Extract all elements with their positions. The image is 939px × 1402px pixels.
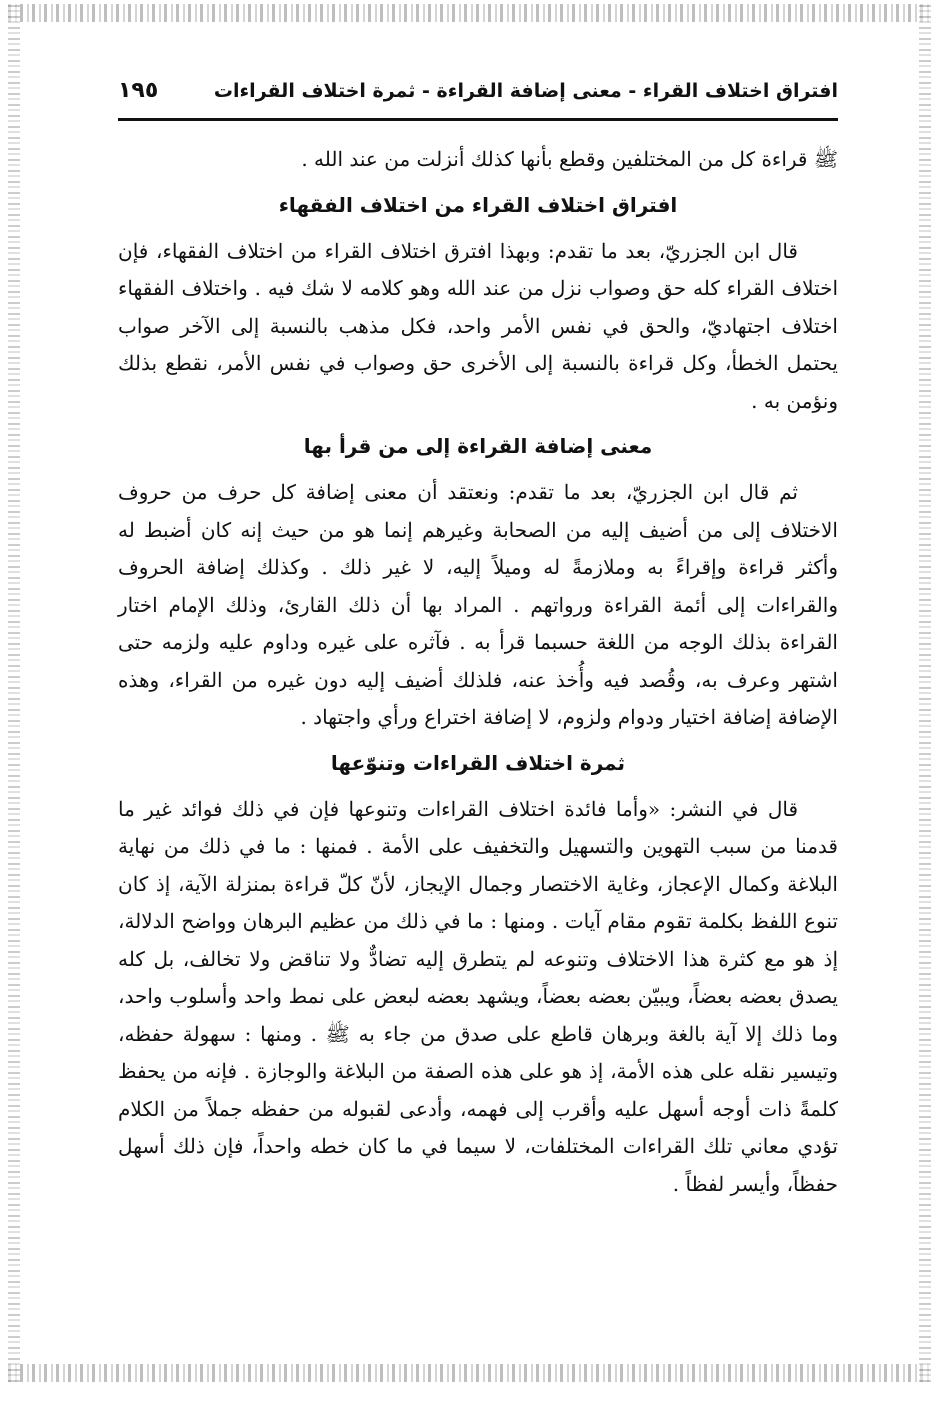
intro-line: ﷺ قراءة كل من المختلفين وقطع بأنها كذلك أنزلت من عند الله .	[301, 147, 838, 171]
header-rule	[118, 118, 838, 121]
section-paragraph-1: قال ابن الجزريّ، بعد ما تقدم: وبهذا افترق اختلاف القراء من اختلاف الفقهاء، فإن اختلاف القراء كله حق وصواب نزل من عند الله وهو كلامه لا شك فيه . واختلاف الفقهاء اختلاف اجتهاديّ، والحق في نفس الأمر واحد، فكل مذهب بالنسبة إلى الآخر صواب يحتمل الخطأ، وكل قراءة بالنسبة إلى الأخرى حق وصواب في نفس الأمر، نقطع بذلك ونؤمن به .	[118, 238, 838, 413]
decorative-border-top	[8, 4, 931, 22]
book-page	[118, 78, 838, 1203]
section-paragraph-3: قال في النشر: «وأما فائدة اختلاف القراءات وتنوعها فإن في ذلك فوائد غير ما قدمنا من سبب التهوين والتسهيل والتخفيف على الأمة . فمنها : ما في ذلك من نهاية البلاغة وكمال الإعجاز، وغاية الاختصار وجمال الإيجاز، لأنّ كلّ قراءة بمنزلة الآية، إذ كان تنوع اللفظ بكلمة تقوم مقام آيات . ومنها : ما في ذلك من عظيم البرهان وواضح الدلالة، إذ هو مع كثرة هذا الاختلاف وتنوعه لم يتطرق إليه تضادٌّ ولا تناقض ولا تخالف، بل كله يصدق بعضه بعضاً، ويبيّن بعضه بعضاً، ويشهد بعضه لبعض على نمط واحد وأسلوب واحد، وما ذلك إلا آية بالغة وبرهان قاطع على صدق من جاء به ﷺ . ومنها : سهولة حفظه، وتيسير نقله على هذه الأمة، إذ هو على هذه الصفة من البلاغة والوجازة . فإنه من يحفظ كلمةً ذات أوجه أسهل عليه وأقرب إلى فهمه، وأدعى لقبوله من حفظه جملاً من الكلام تؤدي معاني تلك القراءات المختلفات، لا سيما في ما كان خطه واحداً، فإن ذلك أسهل حفظاً، وأيسر لفظاً .	[118, 796, 839, 1196]
page-number: ١٩٥	[118, 78, 159, 103]
decorative-border-left	[8, 4, 20, 1382]
decorative-border-right	[919, 4, 931, 1382]
section-heading-2: معنى إضافة القراءة إلى من قرأ بها	[303, 434, 653, 458]
section-paragraph-2: ثم قال ابن الجزريّ، بعد ما تقدم: ونعتقد أن معنى إضافة كل حرف من حروف الاختلاف إلى من أضيف إليه من الصحابة وغيرهم إنما هو من حيث إنه كان أضبط له وأكثر قراءة وإقراءً به وملازمةً له وميلاً إليه، لا غير ذلك . وكذلك إضافة الحروف والقراءات إلى أئمة القراءة ورواتهم . المراد بها أن ذلك القارئ، وذلك الإمام اختار القراءة بذلك الوجه من اللغة حسبما قرأ به . فآثره على غيره وداوم عليه ولزمه حتى اشتهر وعرف به، وقُصد فيه وأُخذ عنه، فلذلك أضيف إليه دون غيره من القراء، وهذه الإضافة إضافة اختيار ودوام ولزوم، لا إضافة اختراع ورأي واجتهاد .	[118, 480, 838, 729]
running-header	[118, 78, 838, 116]
running-title: افتراق اختلاف القراء - معنى إضافة القراءة - ثمرة اختلاف القراءات	[213, 80, 838, 102]
decorative-border-bottom	[8, 1364, 931, 1382]
section-heading-1: افتراق اختلاف القراء من اختلاف الفقهاء	[278, 192, 678, 217]
section-heading-3: ثمرة اختلاف القراءات وتنوّعها	[330, 750, 626, 775]
